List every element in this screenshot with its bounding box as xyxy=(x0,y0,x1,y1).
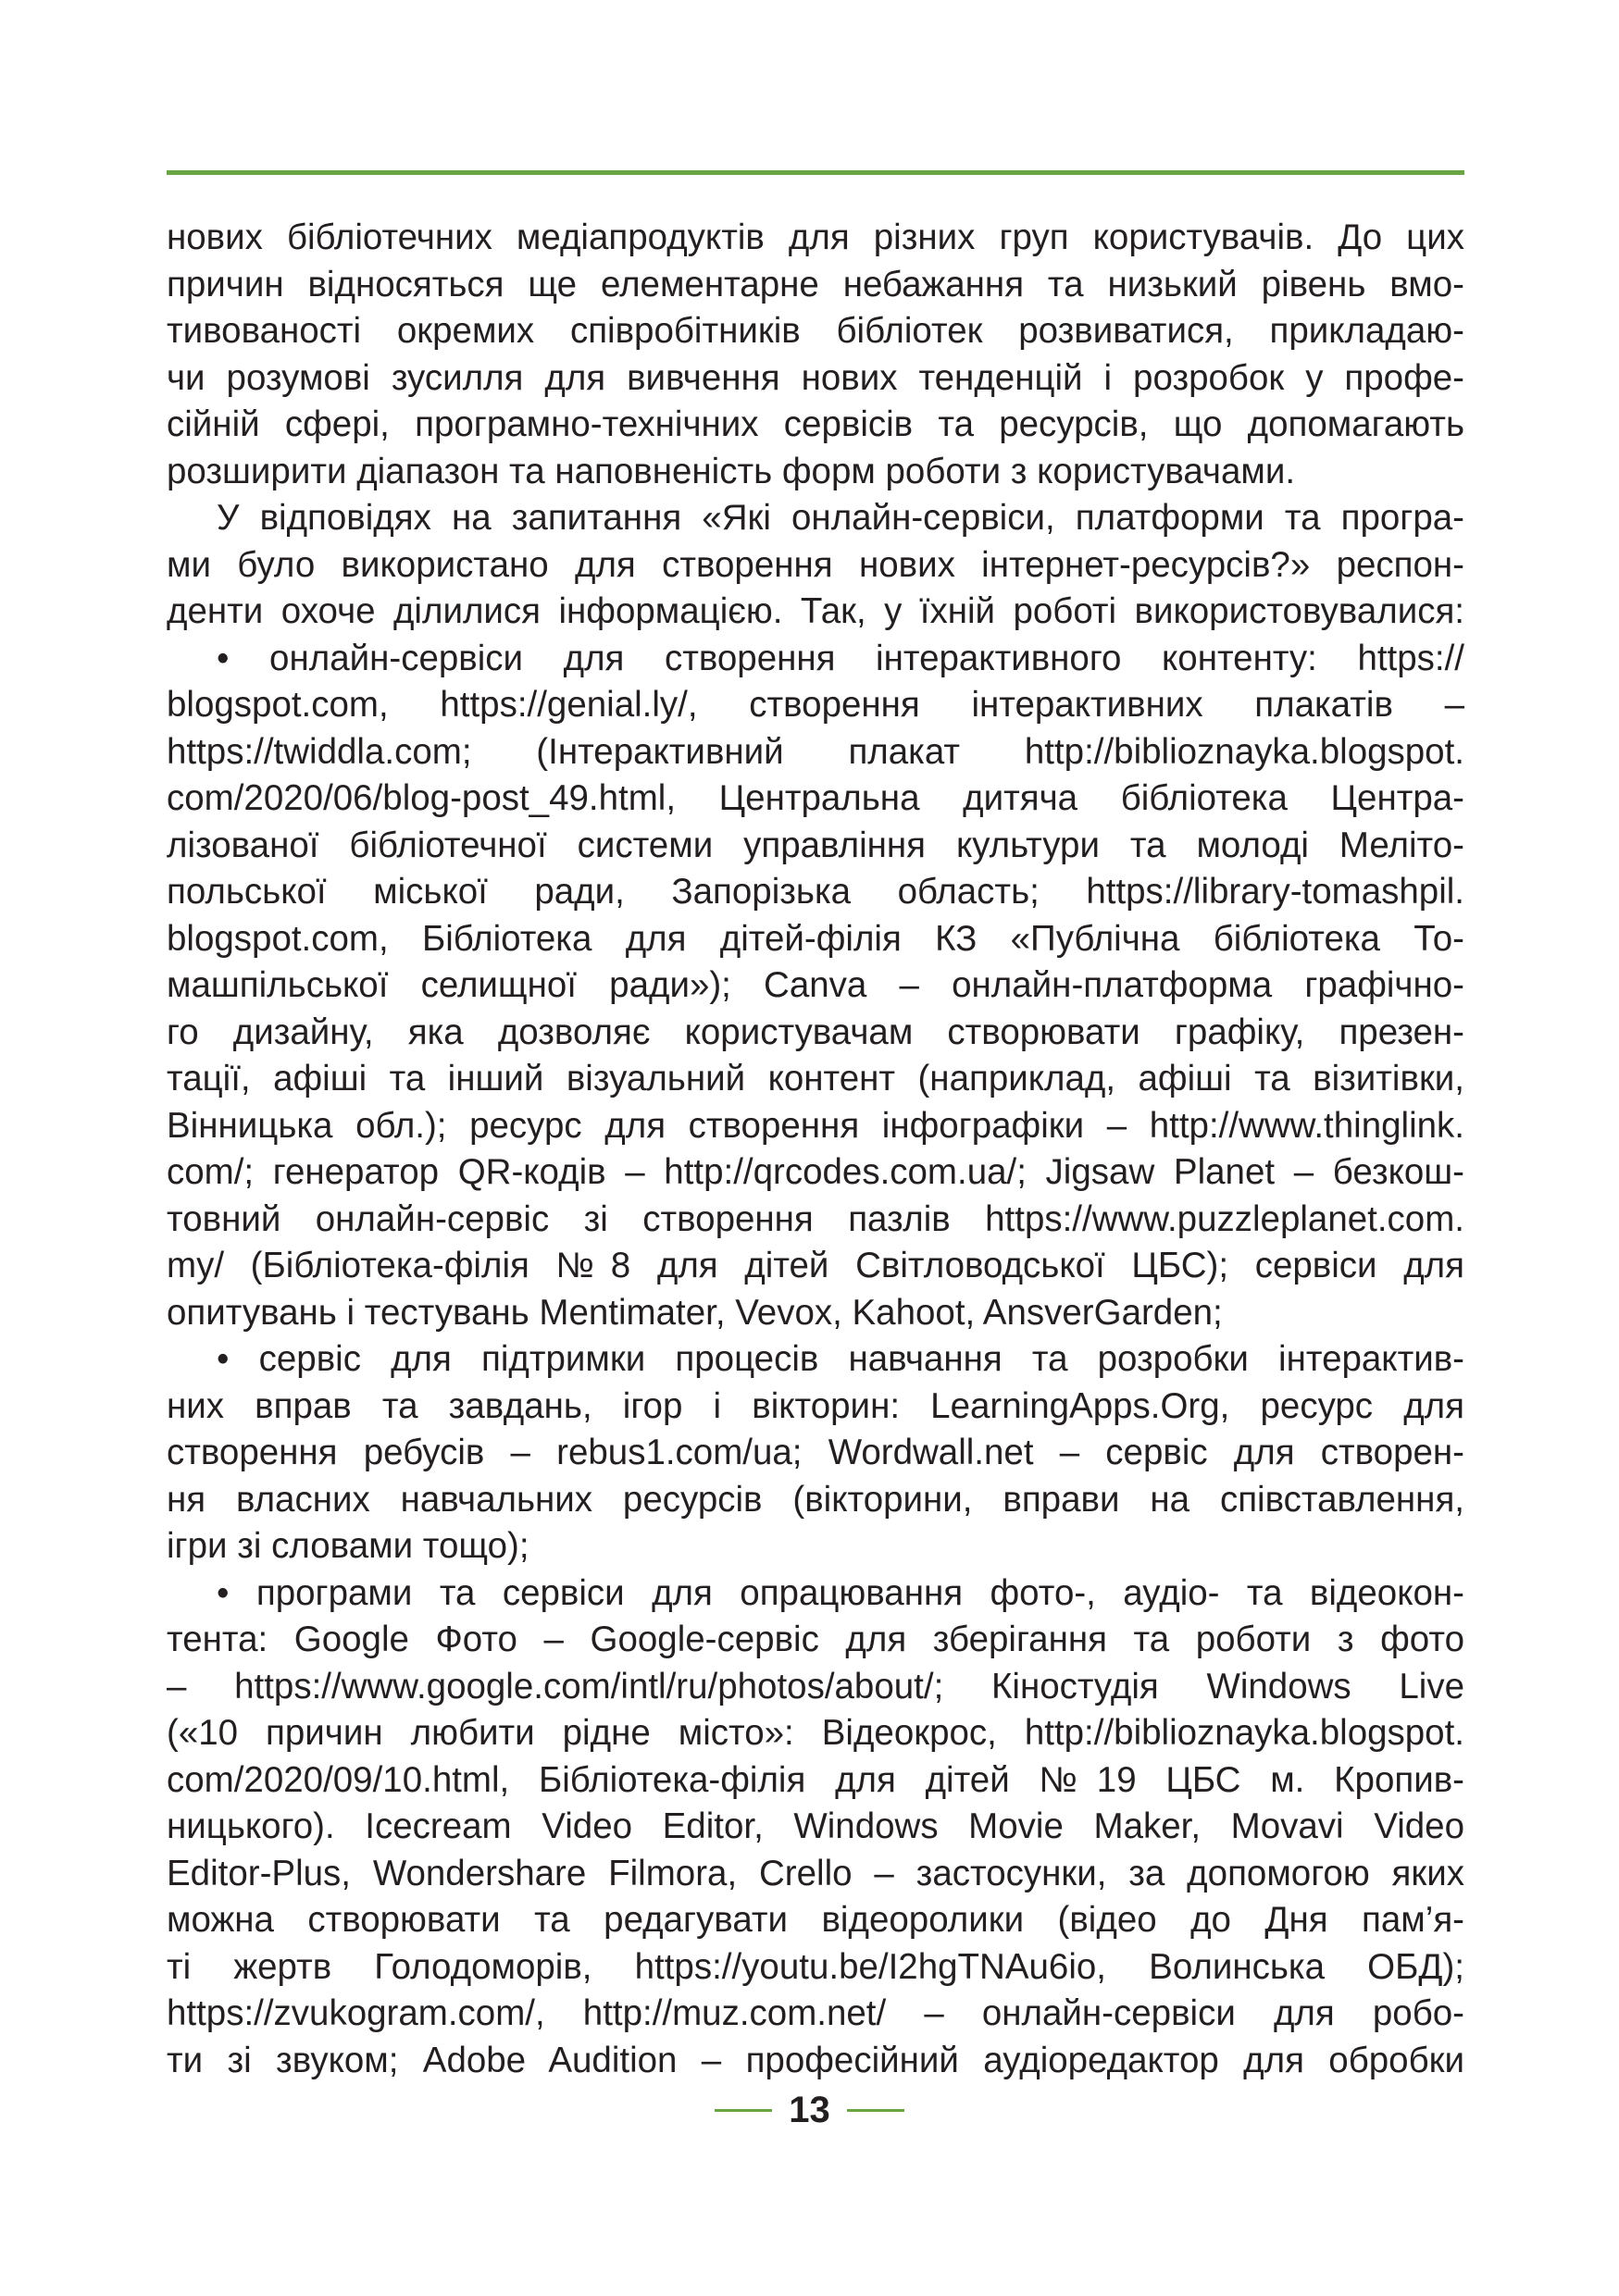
text-line: машпільської селищної ради»); Canva – онлайн-платформа графічно- xyxy=(167,965,1464,1005)
page-number: 13 xyxy=(789,2089,830,2130)
page-footer xyxy=(0,2084,1619,2136)
text-line: створення ребусів – rebus1.com/ua; Wordwall.net – сервіс для створен- xyxy=(167,1433,1464,1472)
text-line: го дизайну, яка дозволяє користувачам створювати графіку, презен- xyxy=(167,1011,1464,1052)
text-line: опитувань і тестувань Mentimater, Vevox, Kahoot, AnsverGarden; xyxy=(167,1292,1223,1333)
text-line: У відповідях на запитання «Які онлайн-сервіси, платформи та програ- xyxy=(217,498,1464,538)
top-rule xyxy=(167,170,1464,175)
text-line: • онлайн-сервіси для створення інтерактивного контенту: https:// xyxy=(217,638,1464,678)
text-line: чи розумові зусилля для вивчення нових тенденцій і розробок у профе- xyxy=(167,357,1464,398)
text-line: Editor-Plus, Wondershare Filmora, Crello – застосунки, за допомогою яких xyxy=(167,1853,1464,1893)
text-line: – https://www.google.com/intl/ru/photos/about/; Кіностудія Windows Live xyxy=(167,1666,1464,1706)
text-line: тента: Google Фото – Google-сервіс для зберігання та роботи з фото xyxy=(167,1620,1464,1659)
text-line: нових бібліотечних медіапродуктів для різних груп користувачів. До цих xyxy=(167,217,1464,257)
text-line: ті жертв Голодоморів, https://youtu.be/I2hgTNAu6io, Волинська ОБД); xyxy=(167,1946,1464,1987)
text-line: товний онлайн-сервіс зі створення пазлів https://www.puzzleplanet.com. xyxy=(167,1198,1464,1239)
text-line: my/ (Бібліотека-філія №8 для дітей Світловодської ЦБС); сервіси для xyxy=(167,1246,1464,1285)
text-line: com/; генератор QR-кодів – http://qrcodes.com.ua/; Jigsaw Planet – безкош- xyxy=(167,1152,1464,1192)
text-line: com/2020/09/10.html, Бібліотека-філія для дітей №19 ЦБС м. Кропив- xyxy=(167,1759,1464,1800)
text-line: них вправ та завдань, ігор і вікторин: LearningApps.Org, ресурс для xyxy=(167,1385,1464,1426)
text-line: ми було використано для створення нових інтернет-ресурсів?» респон- xyxy=(167,544,1464,585)
text-line: com/2020/06/blog-post_49.html, Центральна дитяча бібліотека Центра- xyxy=(167,778,1464,818)
text-line: польської міської ради, Запорізька область; https://library-tomashpil. xyxy=(167,872,1464,912)
text-line: • програми та сервіси для опрацювання фото-, аудіо- та відеокон- xyxy=(217,1572,1464,1613)
body-text xyxy=(167,215,1464,2084)
text-line: тації, афіші та інший візуальний контент (наприклад, афіші та візитівки, xyxy=(167,1059,1464,1098)
footer-dash-right xyxy=(847,2109,904,2112)
text-line: • сервіс для підтримки процесів навчання та розробки інтерактив- xyxy=(217,1339,1464,1379)
text-line: тивованості окремих співробітників бібліотек розвиватися, прикладаю- xyxy=(167,311,1464,351)
text-line: лізованої бібліотечної системи управління культури та молоді Меліто- xyxy=(167,825,1464,865)
text-line: https://zvukogram.com/, http://muz.com.net/ – онлайн-сервіси для робо- xyxy=(167,1993,1464,2033)
text-line: («10 причин любити рідне місто»: Відеокрос, http://biblioznayka.blogspot. xyxy=(167,1713,1464,1753)
text-line: ницького). Icecream Video Editor, Windows Movie Maker, Movavi Video xyxy=(167,1806,1464,1846)
text-line: денти охоче ділилися інформацією. Так, у їхній роботі використовувалися: xyxy=(167,591,1464,631)
text-line: blogspot.com, https://genial.ly/, створення інтерактивних плакатів – xyxy=(167,685,1464,725)
text-line: ня власних навчальних ресурсів (вікторини, вправи на співставлення, xyxy=(167,1479,1464,1520)
text-line: розширити діапазон та наповненість форм роботи з користувачами. xyxy=(167,451,1296,491)
text-line: причин відносяться ще елементарне небажання та низький рівень вмо- xyxy=(167,264,1464,304)
text-line: ігри зі словами тощо); xyxy=(167,1526,529,1566)
text-line: blogspot.com, Бібліотека для дітей-філія КЗ «Публічна бібліотека То- xyxy=(167,918,1464,959)
text-line: https://twiddla.com; (Інтерактивний плакат http://biblioznayka.blogspot. xyxy=(167,731,1464,772)
text-line: Вінницька обл.); ресурс для створення інфографіки – http://www.thinglink. xyxy=(167,1105,1464,1146)
text-line: можна створювати та редагувати відеоролики (відео до Дня пам’я- xyxy=(167,1900,1464,1940)
text-line: сійній сфері, програмно-технічних сервісів та ресурсів, що допомагають xyxy=(167,404,1464,444)
footer-dash-left xyxy=(715,2109,772,2112)
text-line: ти зі звуком; Adobe Audition – професійний аудіоредактор для обробки xyxy=(167,2040,1464,2080)
